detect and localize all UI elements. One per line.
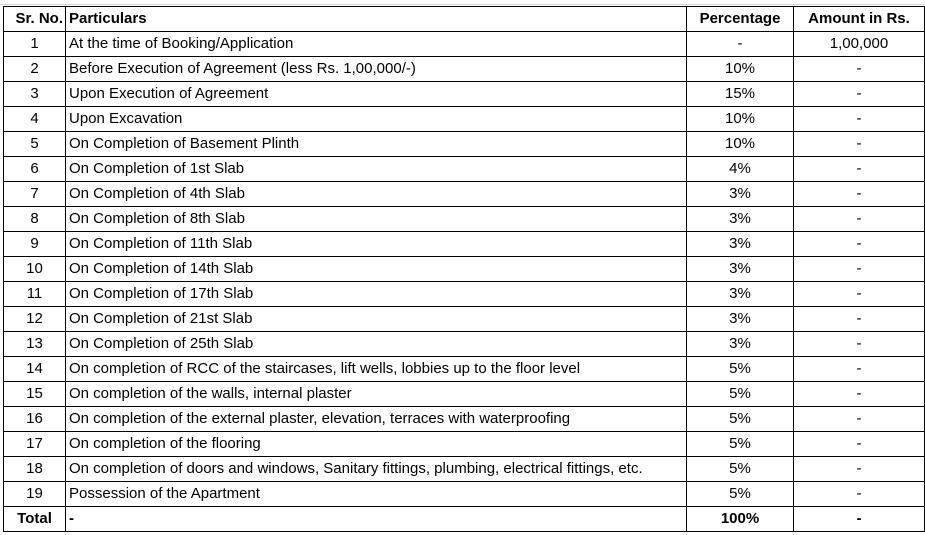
row-particulars: On Completion of 1st Slab [66,157,687,182]
payment-schedule-table [3,6,925,532]
row-percentage: 4% [687,157,794,182]
header-particulars: Particulars [66,7,687,32]
row-percentage: 3% [687,332,794,357]
row-percentage: 3% [687,207,794,232]
row-sr-no: 3 [4,82,66,107]
row-amount: - [794,57,925,82]
table-row [4,382,925,407]
total-particulars: - [66,507,687,532]
row-sr-no: 2 [4,57,66,82]
row-sr-no: 1 [4,32,66,57]
row-percentage: - [687,32,794,57]
header-percentage: Percentage [687,7,794,32]
row-amount: - [794,357,925,382]
table-row [4,57,925,82]
table-row [4,232,925,257]
row-percentage: 5% [687,482,794,507]
row-percentage: 3% [687,307,794,332]
table-row [4,82,925,107]
table-row [4,182,925,207]
table-body [4,32,925,507]
row-percentage: 3% [687,182,794,207]
row-particulars: On Completion of 8th Slab [66,207,687,232]
table-row [4,457,925,482]
row-percentage: 10% [687,107,794,132]
row-amount: - [794,382,925,407]
row-particulars: On Completion of 25th Slab [66,332,687,357]
row-amount: - [794,232,925,257]
table-row [4,432,925,457]
row-particulars: On Completion of 21st Slab [66,307,687,332]
table-row [4,132,925,157]
row-amount: - [794,307,925,332]
row-particulars: On Completion of 14th Slab [66,257,687,282]
table-row [4,332,925,357]
table-row [4,482,925,507]
row-particulars: On completion of RCC of the staircases, lift wells, lobbies up to the floor level [66,357,687,382]
table-row [4,257,925,282]
total-row [4,507,925,532]
total-percentage: 100% [687,507,794,532]
header-row [4,7,925,32]
row-sr-no: 15 [4,382,66,407]
row-amount: - [794,482,925,507]
row-sr-no: 6 [4,157,66,182]
row-sr-no: 8 [4,207,66,232]
row-amount: - [794,107,925,132]
row-amount: 1,00,000 [794,32,925,57]
row-percentage: 5% [687,382,794,407]
row-sr-no: 17 [4,432,66,457]
total-amount: - [794,507,925,532]
row-percentage: 3% [687,282,794,307]
row-particulars: At the time of Booking/Application [66,32,687,57]
row-amount: - [794,207,925,232]
row-particulars: Before Execution of Agreement (less Rs. 1,00,000/-) [66,57,687,82]
row-sr-no: 14 [4,357,66,382]
row-particulars: On Completion of 4th Slab [66,182,687,207]
row-sr-no: 16 [4,407,66,432]
row-percentage: 5% [687,432,794,457]
header-amount: Amount in Rs. [794,7,925,32]
row-particulars: On completion of the external plaster, elevation, terraces with waterproofing [66,407,687,432]
row-percentage: 5% [687,457,794,482]
top-divider [0,4,925,5]
header-sr-no: Sr. No. [4,7,66,32]
row-particulars: Possession of the Apartment [66,482,687,507]
row-sr-no: 7 [4,182,66,207]
row-amount: - [794,457,925,482]
row-percentage: 5% [687,407,794,432]
row-amount: - [794,407,925,432]
row-amount: - [794,432,925,457]
table-row [4,207,925,232]
row-amount: - [794,132,925,157]
row-amount: - [794,257,925,282]
row-particulars: Upon Excavation [66,107,687,132]
row-percentage: 10% [687,132,794,157]
table-row [4,307,925,332]
row-sr-no: 13 [4,332,66,357]
row-sr-no: 5 [4,132,66,157]
row-sr-no: 9 [4,232,66,257]
table-row [4,32,925,57]
row-percentage: 15% [687,82,794,107]
row-percentage: 3% [687,232,794,257]
table-row [4,357,925,382]
row-sr-no: 12 [4,307,66,332]
row-sr-no: 4 [4,107,66,132]
row-particulars: On completion of the walls, internal plaster [66,382,687,407]
table-row [4,282,925,307]
row-sr-no: 19 [4,482,66,507]
row-sr-no: 18 [4,457,66,482]
row-particulars: On completion of doors and windows, Sanitary fittings, plumbing, electrical fittings, etc. [66,457,687,482]
row-sr-no: 10 [4,257,66,282]
row-percentage: 5% [687,357,794,382]
row-particulars: On completion of the flooring [66,432,687,457]
row-sr-no: 11 [4,282,66,307]
row-particulars: On Completion of 11th Slab [66,232,687,257]
row-percentage: 3% [687,257,794,282]
total-label: Total [4,507,66,532]
table-row [4,157,925,182]
table-row [4,107,925,132]
row-particulars: On Completion of 17th Slab [66,282,687,307]
row-particulars: Upon Execution of Agreement [66,82,687,107]
table-row [4,407,925,432]
row-amount: - [794,282,925,307]
row-percentage: 10% [687,57,794,82]
row-particulars: On Completion of Basement Plinth [66,132,687,157]
row-amount: - [794,182,925,207]
row-amount: - [794,82,925,107]
row-amount: - [794,332,925,357]
row-amount: - [794,157,925,182]
